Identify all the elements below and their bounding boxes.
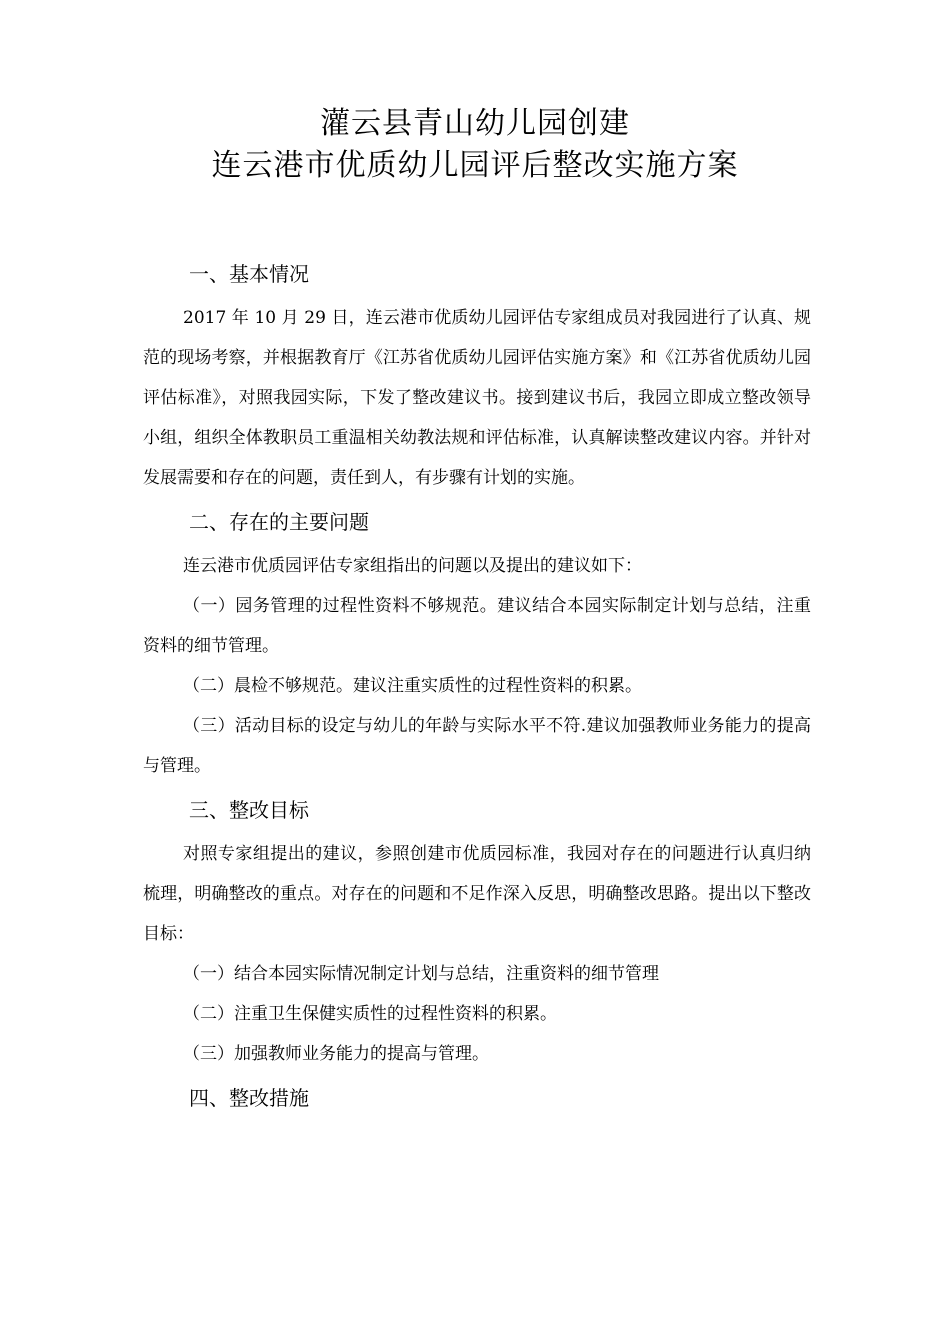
document-title-line-2: 连云港市优质幼儿园评后整改实施方案 bbox=[211, 148, 739, 183]
section-heading-goals: 三、整改目标 bbox=[189, 798, 309, 822]
paragraph-goals-intro: 对照专家组提出的建议，参照创建市优质园标准，我园对存在的问题进行认真归纳梳理，明确整改的重点。对存在的问题和不足作深入反思，明确整改思路。提出以下整改目标： bbox=[143, 844, 811, 944]
paragraph-problem-1: （一）园务管理的过程性资料不够规范。建议结合本园实际制定计划与总结，注重资料的细节管理。 bbox=[143, 596, 811, 656]
section-heading-main-problems: 二、存在的主要问题 bbox=[189, 510, 369, 534]
paragraph-problems-intro: 连云港市优质园评估专家组指出的问题以及提出的建议如下： bbox=[183, 556, 642, 576]
document-body bbox=[143, 250, 811, 1122]
paragraph-basic-situation: 2017 年 10 月 29 日，连云港市优质幼儿园评估专家组成员对我园进行了认真、规范的现场考察，并根据教育厅《江苏省优质幼儿园评估实施方案》和《江苏省优质幼儿园评估标准》，对照我园实际，下发了整改建议书。接到建议书后，我园立即成立整改领导小组，组织全体教职员工重温相关幼教法规和评估标准，认真解读整改建议内容。并针对发展需要和存在的问题，责任到人，有步骤有计划的实施。 bbox=[143, 308, 811, 488]
paragraph-goal-1: （一）结合本园实际情况制定计划与总结，注重资料的细节管理 bbox=[183, 964, 659, 984]
section-heading-basic-situation: 一、基本情况 bbox=[189, 262, 309, 286]
document-title-line-1: 灌云县青山幼儿园创建 bbox=[320, 106, 630, 141]
paragraph-problem-3: （三）活动目标的设定与幼儿的年龄与实际水平不符.建议加强教师业务能力的提高与管理。 bbox=[143, 716, 811, 776]
paragraph-problem-2: （二）晨检不够规范。建议注重实质性的过程性资料的积累。 bbox=[183, 676, 642, 696]
section-heading-measures: 四、整改措施 bbox=[189, 1086, 309, 1110]
paragraph-goal-2: （二）注重卫生保健实质性的过程性资料的积累。 bbox=[183, 1004, 557, 1024]
paragraph-goal-3: （三）加强教师业务能力的提高与管理。 bbox=[183, 1044, 489, 1064]
